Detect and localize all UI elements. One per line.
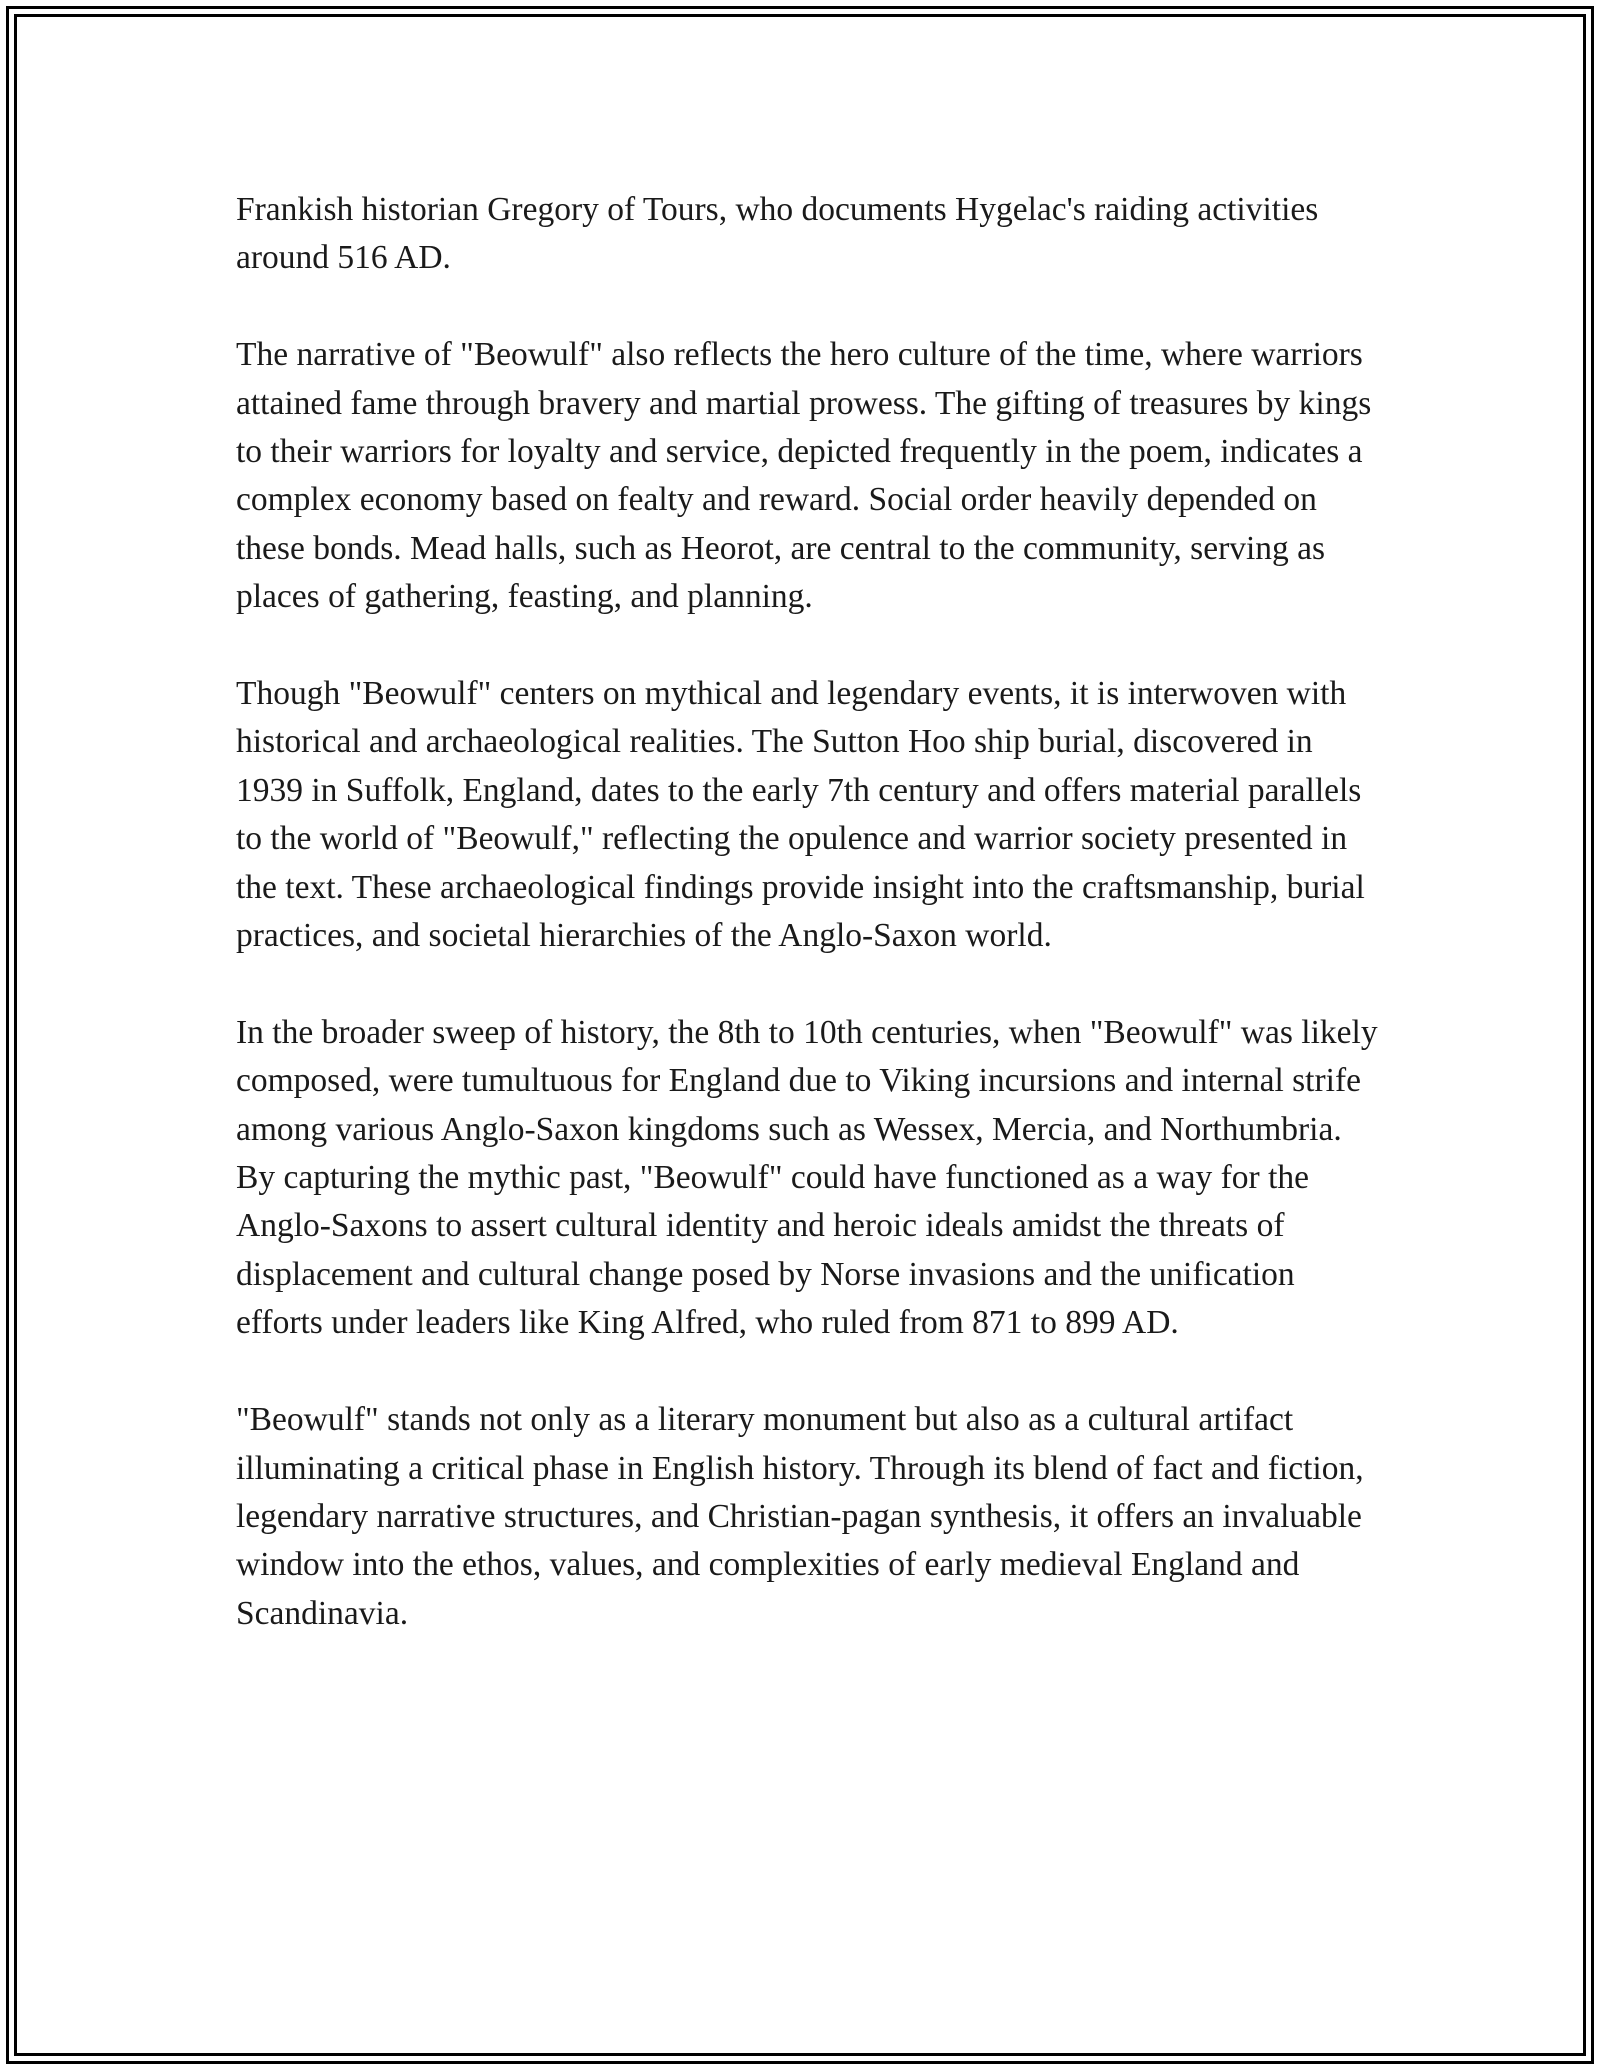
document-body [236, 186, 1386, 1638]
paragraph-1: Frankish historian Gregory of Tours, who documents Hygelac's raiding activities around 516 AD. [236, 191, 1319, 277]
paragraph-2: The narrative of "Beowulf" also reflects the hero culture of the time, where warriors attained fame through bravery and martial prowess. The gifting of treasures by kings to their warriors for loyalty and service, depicted frequently in the poem, indicates a complex economy based on fealty and reward. Social order heavily depended on these bonds. Mead halls, such as Heorot, are central to the community, serving as places of gathering, feasting, and planning. [236, 336, 1372, 616]
paragraph-4: In the broader sweep of history, the 8th to 10th centuries, when "Beowulf" was likely composed, were tumultuous for England due to Viking incursions and internal strife among various Anglo-Saxon kingdoms such as Wessex, Mercia, and Northumbria. By capturing the mythic past, "Beowulf" could have functioned as a way for the Anglo-Saxons to assert cultural identity and heroic ideals amidst the threats of displacement and cultural change posed by Norse invasions and the unification efforts under leaders like King Alfred, who ruled from 871 to 899 AD. [236, 1013, 1378, 1342]
paragraph-3: Though "Beowulf" centers on mythical and legendary events, it is interwoven with historical and archaeological realities. The Sutton Hoo ship burial, discovered in 1939 in Suffolk, England, dates to the early 7th century and offers material parallels to the world of "Beowulf," reflecting the opulence and warrior society presented in the text. These archaeological findings provide insight into the craftsmanship, burial practices, and societal hierarchies of the Anglo-Saxon world. [236, 675, 1365, 955]
paragraph-5: "Beowulf" stands not only as a literary monument but also as a cultural artifact illuminating a critical phase in English history. Through its blend of fact and fiction, legendary narrative structures, and Christian-pagan synthesis, it offers an invaluable window into the ethos, values, and complexities of early medieval England and Scandinavia. [236, 1401, 1364, 1632]
